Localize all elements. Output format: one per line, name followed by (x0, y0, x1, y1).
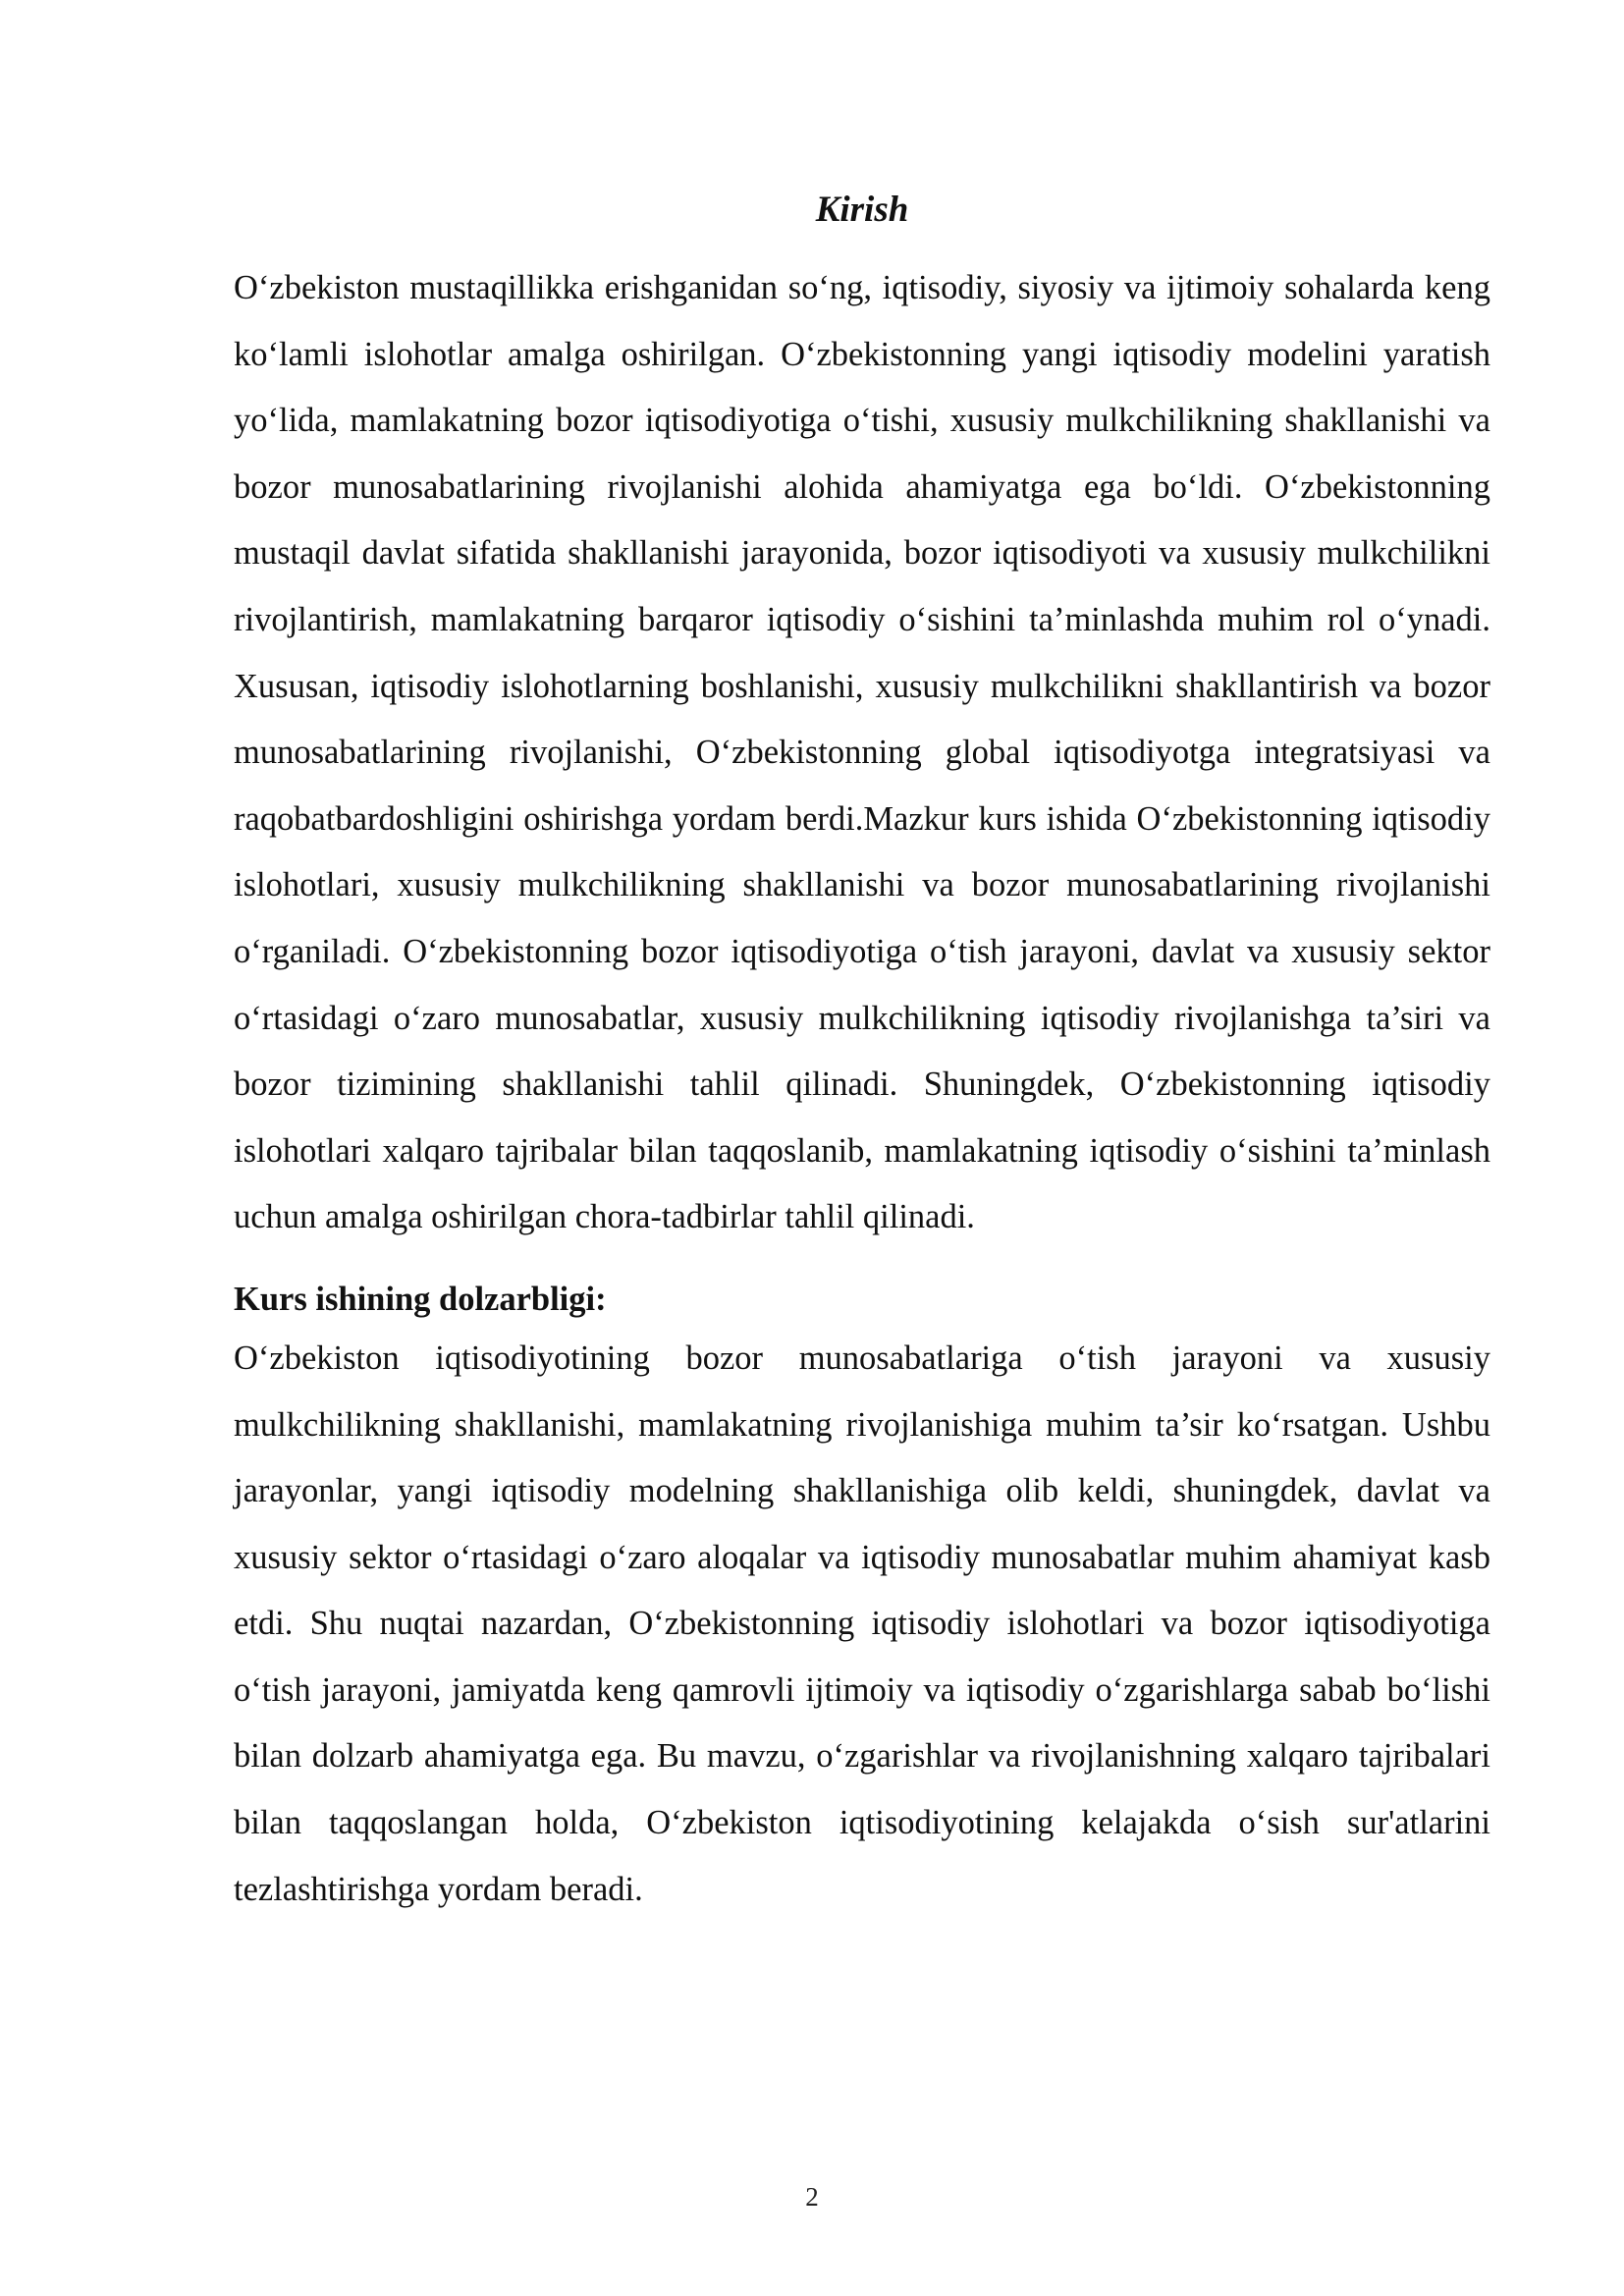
page-title: Kirish (815, 190, 909, 230)
section-heading: Kurs ishining dolzarbligi: (234, 1280, 607, 1318)
intro-paragraph: O‘zbekiston mustaqillikka erishganidan so‘ng, iqtisodiy, siyosiy va ijtimoiy sohalarda keng ko‘lamli islohotlar amalga oshirilgan. O‘zbekistonning yangi iqtisodiy modelini yaratish yo‘lida, mamlakatning bozor iqtisodiyotiga o‘tishi, xususiy mulkchilikning shakllanishi va bozor munosabatlarining rivojlanishi alohida ahamiyatga ega bo‘ldi. O‘zbekistonning mustaqil davlat sifatida shakllanishi jarayonida, bozor iqtisodiyoti va xususiy mulkchilikni rivojlantirish, mamlakatning barqaror iqtisodiy o‘sishini ta’minlashda muhim rol o‘ynadi. Xususan, iqtisodiy islohotlarning boshlanishi, xususiy mulkchilikni shakllantirish va bozor munosabatlarining rivojlanishi, O‘zbekistonning global iqtisodiyotga integratsiyasi va raqobatbardoshligini oshirishga yordam berdi.Mazkur kurs ishida O‘zbekistonning iqtisodiy islohotlari, xususiy mulkchilikning shakllanishi va bozor munosabatlarining rivojlanishi o‘rganiladi. O‘zbekistonning bozor iqtisodiyotiga o‘tish jarayoni, davlat va xususiy sektor o‘rtasidagi o‘zaro munosabatlar, xususiy mulkchilikning iqtisodiy rivojlanishga ta’siri va bozor tizimining shakllanishi tahlil qilinadi. Shuningdek, O‘zbekistonning iqtisodiy islohotlari xalqaro tajribalar bilan taqqoslanib, mamlakatning iqtisodiy o‘sishini ta’minlash uchun amalga oshirilgan chora-tadbirlar tahlil qilinadi. (234, 269, 1490, 1236)
page-content (234, 187, 1490, 1923)
section-paragraph: O‘zbekiston iqtisodiyotining bozor munosabatlariga o‘tish jarayoni va xususiy mulkchilikning shakllanishi, mamlakatning rivojlanishiga muhim ta’sir ko‘rsatgan. Ushbu jarayonlar, yangi iqtisodiy modelning shakllanishiga olib keldi, shuningdek, davlat va xususiy sektor o‘rtasidagi o‘zaro aloqalar va iqtisodiy munosabatlar muhim ahamiyat kasb etdi. Shu nuqtai nazardan, O‘zbekistonning iqtisodiy islohotlari va bozor iqtisodiyotiga o‘tish jarayoni, jamiyatda keng qamrovli ijtimoiy va iqtisodiy o‘zgarishlarga sabab bo‘lishi bilan dolzarb ahamiyatga ega. Bu mavzu, o‘zgarishlar va rivojlanishning xalqaro tajribalari bilan taqqoslangan holda, O‘zbekiston iqtisodiyotining kelajakda o‘sish sur'atlarini tezlashtirishga yordam beradi. (234, 1339, 1490, 1908)
page-number: 2 (805, 2182, 819, 2212)
